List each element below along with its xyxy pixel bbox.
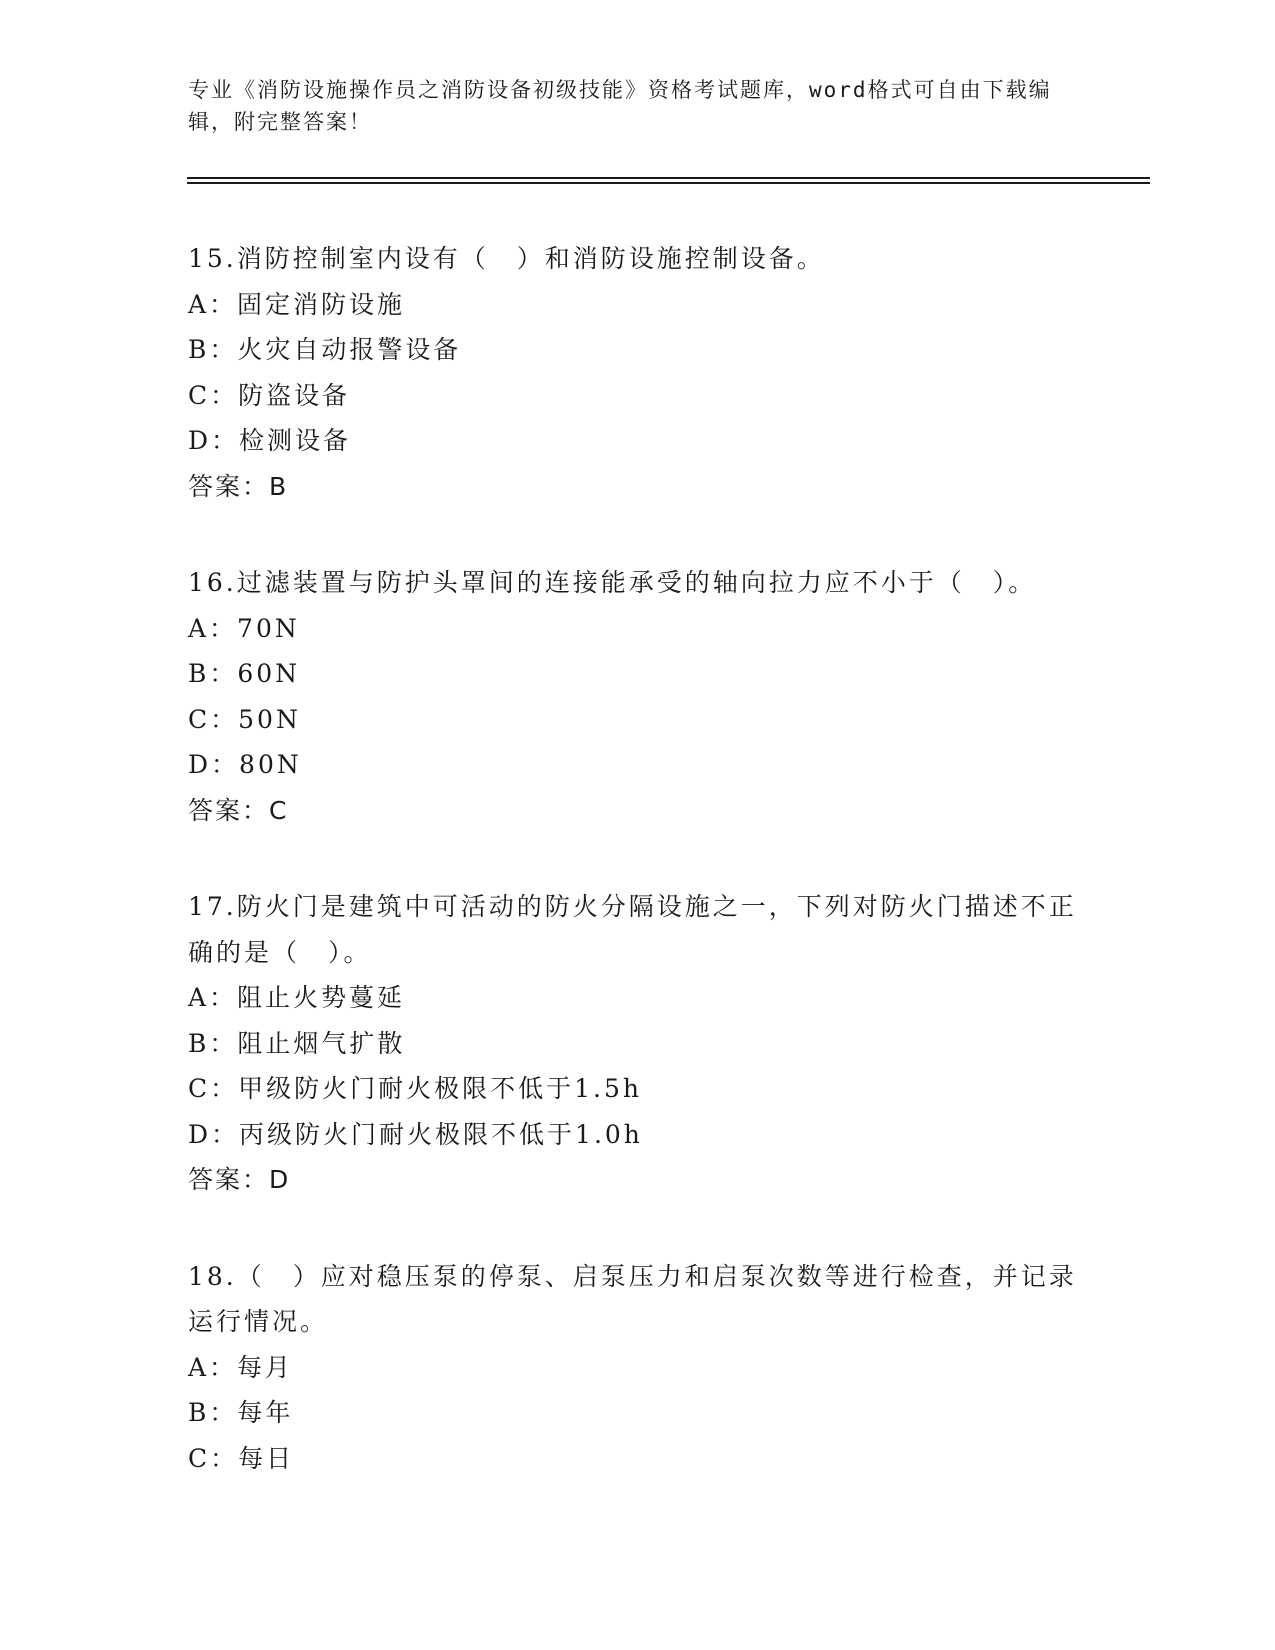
question-16: [188, 560, 1088, 833]
option-a: A：固定消防设施: [188, 289, 406, 319]
option-c: C：甲级防火门耐火极限不低于1.5h: [188, 1074, 642, 1103]
question-15: [188, 236, 1088, 509]
header-rule-bottom: [187, 182, 1150, 184]
question-stem: 17.防火门是建筑中可活动的防火分隔设施之一，下列对防火门描述不正确的是（ ）。: [188, 892, 1077, 967]
option-d: D：检测设备: [188, 426, 352, 455]
question-17: [188, 884, 1088, 1203]
option-d: D：80N: [188, 750, 302, 779]
header-rule-top: [187, 177, 1150, 179]
option-b: B：火灾自动报警设备: [188, 335, 462, 364]
answer-line: 答案：B: [188, 471, 289, 501]
question-stem: 16.过滤装置与防护头罩间的连接能承受的轴向拉力应不小于（ ）。: [188, 568, 1037, 597]
option-a: A：70N: [188, 613, 300, 643]
answer-line: 答案：D: [188, 1165, 291, 1194]
option-b: B：60N: [188, 659, 301, 688]
answer-line: 答案：C: [188, 795, 289, 825]
option-d: D：丙级防火门耐火极限不低于1.0h: [188, 1119, 643, 1149]
option-c: C：50N: [188, 704, 301, 734]
option-c: C：每日: [188, 1443, 295, 1473]
option-a: A：每月: [188, 1352, 294, 1382]
option-b: B：每年: [188, 1398, 294, 1427]
option-b: B：阻止烟气扩散: [188, 1028, 406, 1058]
question-18: [188, 1254, 1088, 1482]
question-list: [188, 236, 1088, 1532]
document-header: 专业《消防设施操作员之消防设备初级技能》资格考试题库，word格式可自由下载编辑，附完整答案！: [188, 78, 1052, 134]
question-stem: 15.消防控制室内设有（ ）和消防设施控制设备。: [188, 244, 825, 273]
option-a: A：阻止火势蔓延: [188, 983, 406, 1012]
option-c: C：防盗设备: [188, 380, 351, 410]
question-stem: 18.（ ）应对稳压泵的停泵、启泵压力和启泵次数等进行检查，并记录运行情况。: [188, 1261, 1077, 1336]
